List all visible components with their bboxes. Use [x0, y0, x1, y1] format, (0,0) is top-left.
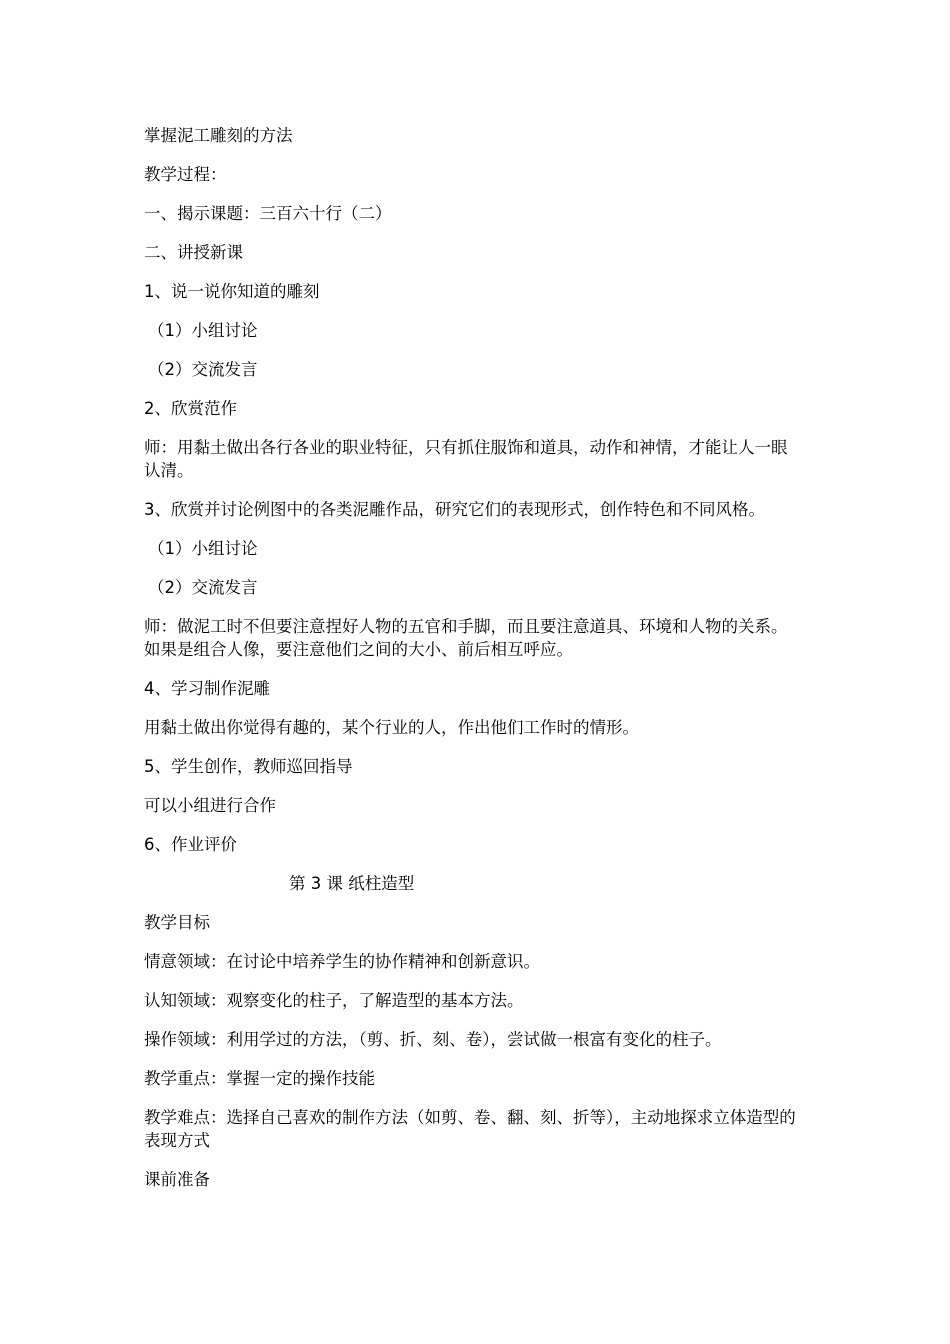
paragraph-step-4: 4、学习制作泥雕 [144, 679, 270, 698]
paragraph-step-2: 2、欣赏范作 [144, 399, 237, 418]
paragraph-substep: （2）交流发言 [148, 360, 258, 379]
lesson-title: 第 3 课 纸柱造型 [289, 874, 415, 893]
paragraph-step-1: 1、说一说你知道的雕刻 [144, 282, 320, 301]
paragraph-difficulty: 教学难点：选择自己喜欢的制作方法（如剪、卷、翻、刻、折等），主动地探求立体造型的表现方式 [144, 1108, 796, 1150]
paragraph-instruction: 用黏土做出你觉得有趣的，某个行业的人，作出他们工作时的情形。 [144, 718, 639, 737]
paragraph-section-2: 二、讲授新课 [144, 243, 243, 262]
paragraph-section-1: 一、揭示课题：三百六十行（二） [144, 204, 392, 223]
paragraph-step-6: 6、作业评价 [144, 835, 237, 854]
paragraph-step-5: 5、学生创作，教师巡回指导 [144, 757, 353, 776]
paragraph-goals-heading: 教学目标 [144, 913, 210, 932]
paragraph-step-3: 3、欣赏并讨论例图中的各类泥雕作品，研究它们的表现形式，创作特色和不同风格。 [144, 500, 765, 519]
paragraph-key-point: 教学重点：掌握一定的操作技能 [144, 1069, 375, 1088]
paragraph-substep: （1）小组讨论 [148, 539, 258, 558]
paragraph-objective: 掌握泥工雕刻的方法 [144, 126, 293, 145]
paragraph-preparation: 课前准备 [144, 1170, 210, 1189]
paragraph-teacher-note: 师：做泥工时不但要注意捏好人物的五官和手脚，而且要注意道具、环境和人物的关系。如果是组合人像，要注意他们之间的大小、前后相互呼应。 [144, 617, 788, 659]
paragraph-teacher-note: 师：用黏土做出各行各业的职业特征，只有抓住服饰和道具，动作和神情，才能让人一眼认清。 [144, 438, 788, 480]
paragraph-substep: （1）小组讨论 [148, 321, 258, 340]
paragraph-substep: （2）交流发言 [148, 578, 258, 597]
paragraph-teaching-process: 教学过程： [144, 165, 227, 184]
paragraph-goal-cognitive: 认知领域：观察变化的柱子，了解造型的基本方法。 [144, 991, 524, 1010]
paragraph-goal-operational: 操作领域：利用学过的方法，（剪、折、刻、卷），尝试做一根富有变化的柱子。 [144, 1030, 722, 1049]
paragraph-instruction: 可以小组进行合作 [144, 796, 276, 815]
document-body [144, 124, 800, 1207]
paragraph-goal-affective: 情意领域：在讨论中培养学生的协作精神和创新意识。 [144, 952, 540, 971]
